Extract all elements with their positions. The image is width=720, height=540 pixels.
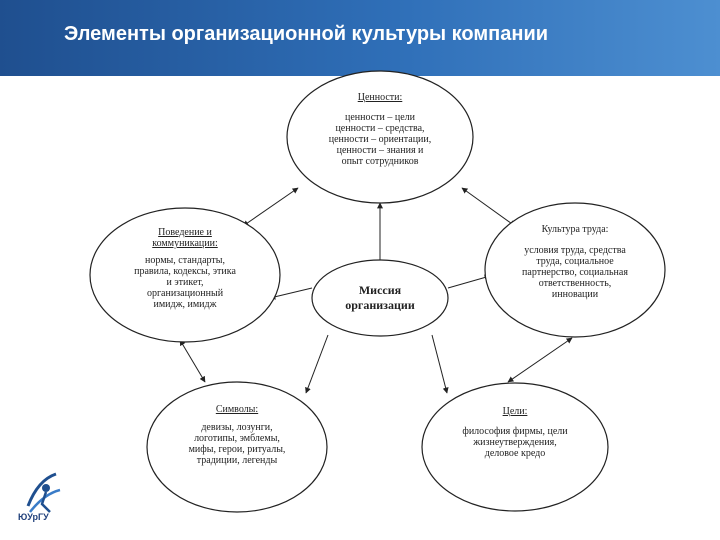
arrow-center-symbols — [306, 335, 328, 393]
symbols-title: Символы: — [215, 404, 259, 415]
arrow-values-behavior — [243, 188, 298, 226]
logo-caption: ЮУрГУ — [18, 512, 49, 522]
symbols-line-3: мифы, герои, ритуалы, — [188, 444, 286, 455]
arrow-center-goals — [432, 335, 447, 393]
page-title: Элементы организационной культуры компании — [64, 23, 549, 45]
labor-line-1: условия труда, средства — [524, 245, 626, 256]
behavior-title-2: коммуникации: — [152, 238, 218, 249]
arrow-behavior-symbols — [180, 340, 205, 382]
goals-title: Цели: — [502, 406, 528, 417]
center-line-1: Миссия — [358, 283, 402, 297]
symbols-line-4: традиции, легенды — [196, 455, 278, 466]
symbols-line-1: девизы, лозунги, — [201, 422, 273, 433]
goals-line-2: жизнеутверждения, — [473, 437, 557, 448]
values-line-3: ценности – ориентации, — [328, 134, 432, 145]
values-line-2: ценности – средства, — [335, 123, 425, 134]
values-line-4: ценности – знания и — [336, 145, 424, 156]
labor-title: Культура труда: — [541, 224, 609, 235]
center-line-2: организации — [345, 298, 415, 312]
labor-line-5: инновации — [551, 289, 599, 300]
values-title: Ценности: — [357, 92, 403, 103]
labor-line-4: ответственность, — [538, 278, 612, 289]
arrow-values-labor — [462, 188, 515, 226]
behavior-title: Поведение и — [158, 227, 212, 238]
arrow-labor-goals — [508, 338, 572, 382]
goals-line-3: деловое кредо — [484, 448, 546, 459]
values-line-1: ценности – цели — [344, 112, 416, 123]
behavior-line-2: правила, кодексы, этика — [134, 266, 236, 277]
behavior-line-1: нормы, стандарты, — [145, 255, 225, 266]
goals-line-1: философия фирмы, цели — [462, 426, 568, 437]
labor-line-3: партнерство, социальная — [522, 267, 628, 278]
values-line-5: опыт сотрудников — [341, 156, 419, 167]
behavior-line-5: имидж, имидж — [153, 299, 217, 310]
symbols-line-2: логотипы, эмблемы, — [194, 433, 280, 444]
labor-line-2: труда, социальное — [536, 256, 614, 267]
arrow-center-labor — [448, 276, 490, 288]
behavior-line-4: организационный — [146, 288, 224, 299]
behavior-line-3: и этикет, — [166, 277, 204, 288]
